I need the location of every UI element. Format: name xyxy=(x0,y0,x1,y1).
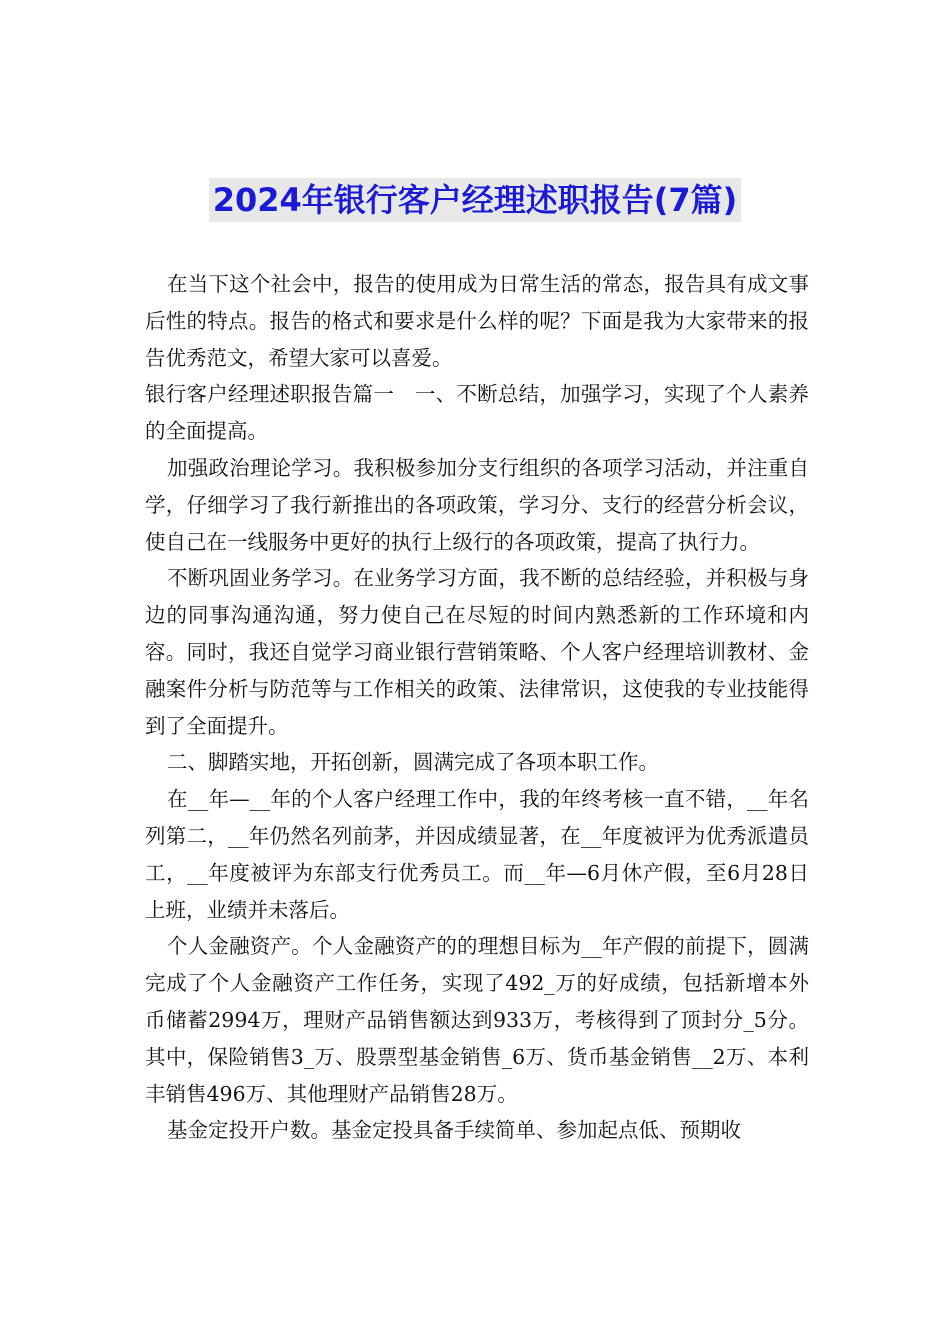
document-body xyxy=(145,266,809,1149)
paragraph-intro: 在当下这个社会中，报告的使用成为日常生活的常态，报告具有成文事后性的特点。报告的格式和要求是什么样的呢？下面是我为大家带来的报告优秀范文，希望大家可以喜爱。 xyxy=(145,272,809,370)
document-title: 2024年银行客户经理述职报告(7篇) xyxy=(209,178,742,222)
paragraph-section-two-heading: 二、脚踏实地，开拓创新，圆满完成了各项本职工作。 xyxy=(167,750,659,775)
paragraph-fund-investment: 基金定投开户数。基金定投具备手续简单、参加起点低、预期收 xyxy=(167,1118,741,1143)
paragraph-performance: 在__年—__年的个人客户经理工作中，我的年终考核一直不错，__年名列第二，__年仍然名列前茅，并因成绩显著，在__年度被评为优秀派遣员工，__年度被评为东部支行优秀员工。而__年—6月休产假，至6月28日上班，业绩并未落后。 xyxy=(145,787,809,922)
paragraph-financial-assets: 个人金融资产。个人金融资产的的理想目标为__年产假的前提下，圆满完成了个人金融资产工作任务，实现了492_万的好成绩，包括新增本外币储蓄2994万，理财产品销售额达到933万，考核得到了顶封分_5分。其中，保险销售3_万、股票型基金销售_6万、货币基金销售__2万、本利丰销售496万、其他理财产品销售28万。 xyxy=(145,934,809,1106)
paragraph-business-study: 不断巩固业务学习。在业务学习方面，我不断的总结经验，并积极与身边的同事沟通沟通，努力使自己在尽短的时间内熟悉新的工作环境和内容。同时，我还自觉学习商业银行营销策略、个人客户经理培训教材、金融案件分析与防范等与工作相关的政策、法律常识，这使我的专业技能得到了全面提升。 xyxy=(145,566,809,738)
title-container xyxy=(0,178,950,222)
paragraph-political-study: 加强政治理论学习。我积极参加分支行组织的各项学习活动，并注重自学，仔细学习了我行新推出的各项政策，学习分、支行的经营分析会议，使自己在一线服务中更好的执行上级行的各项政策，提高了执行力。 xyxy=(145,455,809,554)
paragraph-section-one-heading: 银行客户经理述职报告篇一 一、不断总结，加强学习，实现了个人素养的全面提高。 xyxy=(145,382,809,444)
